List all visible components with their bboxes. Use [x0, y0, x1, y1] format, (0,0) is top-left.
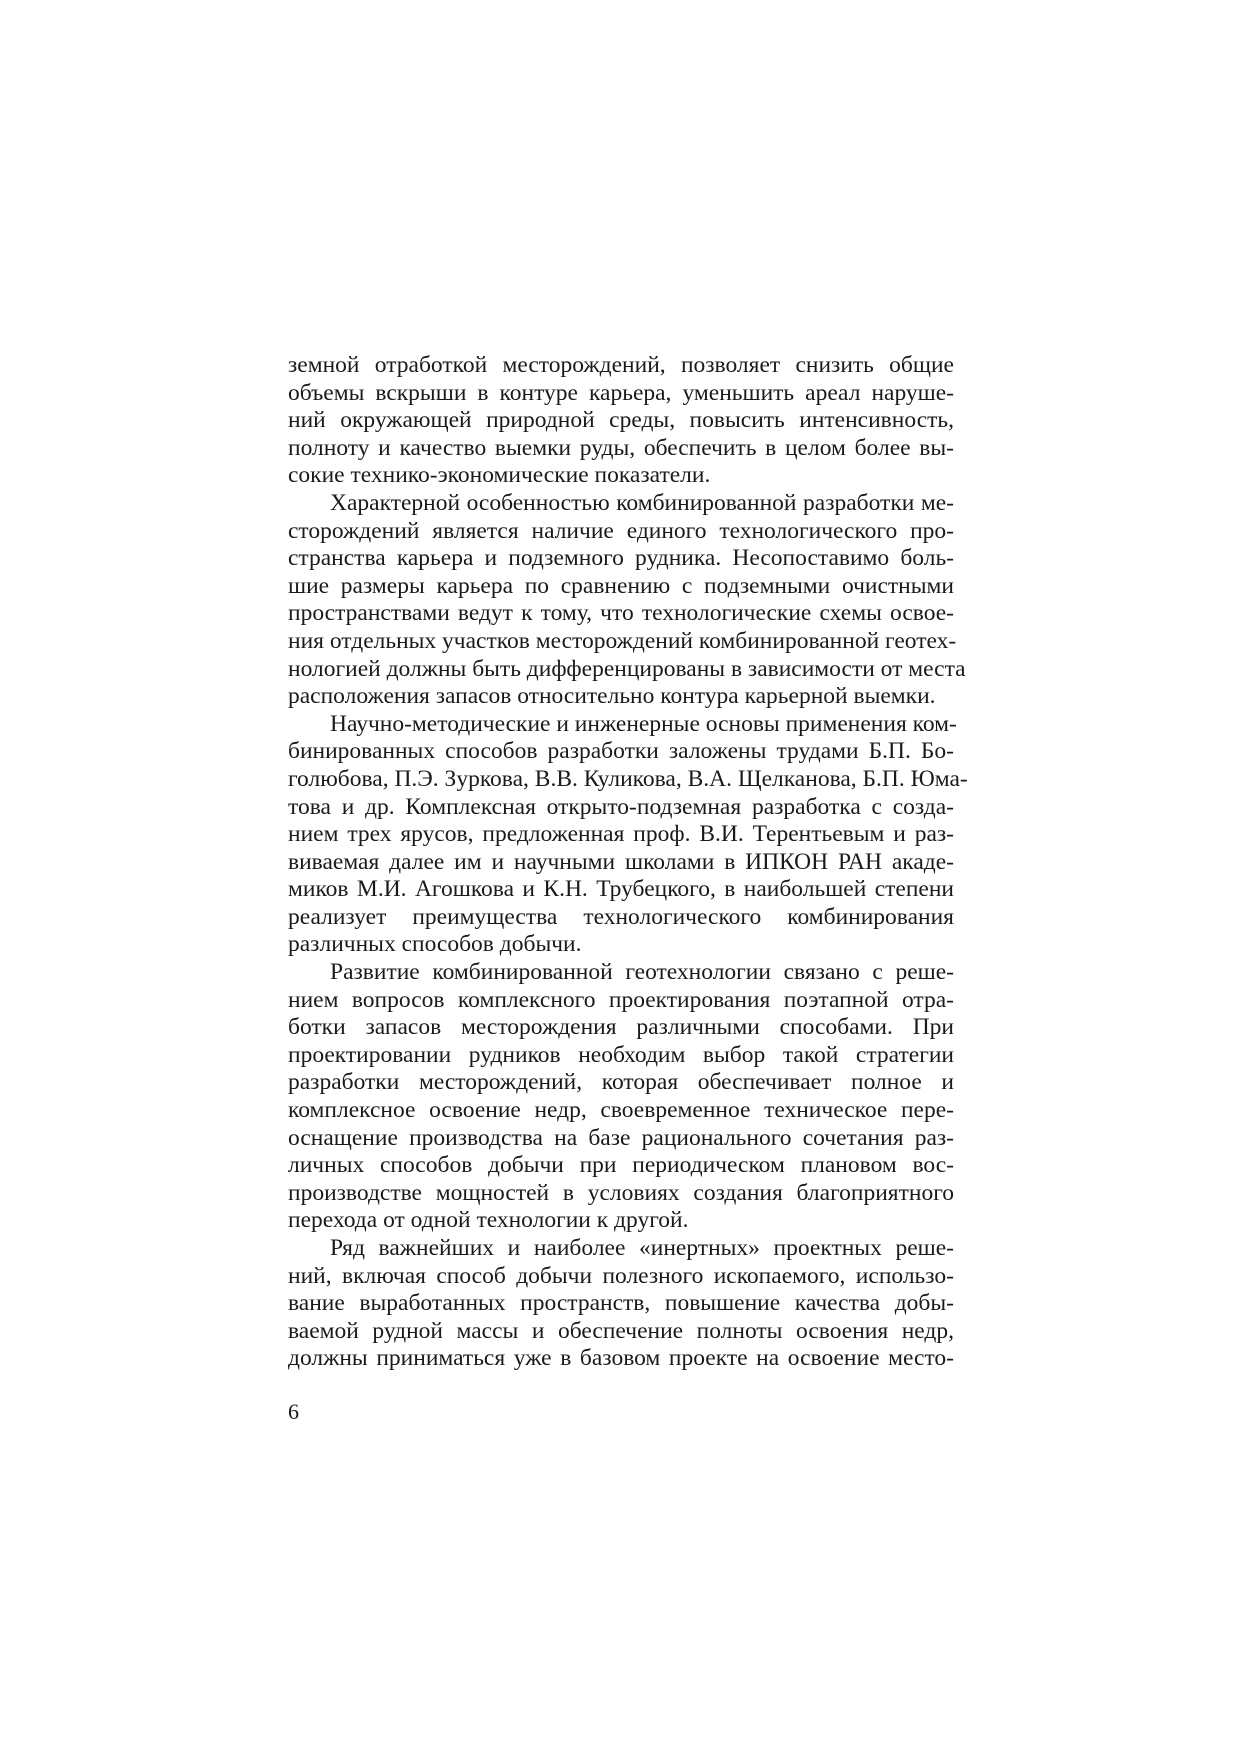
- text-line: ботки запасов месторождения различными способами. При: [288, 1014, 954, 1041]
- text-line: ваемой рудной массы и обеспечение полноты освоения недр,: [288, 1317, 954, 1344]
- text-line: Развитие комбинированной геотехнологии связано с реше-: [330, 959, 954, 986]
- text-line: пространствами ведут к тому, что технологические схемы освое-: [288, 600, 954, 627]
- text-line: проектировании рудников необходим выбор такой стратегии: [288, 1041, 954, 1068]
- text-line: реализует преимущества технологического комбинирования: [288, 903, 954, 930]
- text-line: ний окружающей природной среды, повысить интенсивность,: [288, 407, 954, 434]
- text-line: комплексное освоение недр, своевременное техническое пере-: [288, 1097, 954, 1124]
- text-line: странства карьера и подземного рудника. Несопоставимо боль-: [288, 545, 954, 572]
- text-line: ния отдельных участков месторождений комбинированной геотех-: [288, 627, 957, 654]
- text-line: нологией должны быть дифференцированы в зависимости от места: [288, 655, 966, 682]
- text-line: должны приниматься уже в базовом проекте на освоение место-: [288, 1345, 954, 1372]
- paragraph: [288, 959, 954, 1235]
- text-line: миков М.И. Агошкова и К.Н. Трубецкого, в наибольшей степени: [288, 876, 954, 903]
- text-line: производстве мощностей в условиях создания благоприятного: [288, 1179, 954, 1206]
- text-line: Характерной особенностью комбинированной разработки ме-: [330, 489, 954, 516]
- text-line: земной отработкой месторождений, позволяет снизить общие: [288, 352, 954, 378]
- text-line: разработки месторождений, которая обеспечивает полное и: [288, 1069, 954, 1096]
- text-line: виваемая далее им и научными школами в ИПКОН РАН акаде-: [288, 848, 954, 875]
- text-line: Научно-методические и инженерные основы применения ком-: [330, 710, 957, 737]
- text-line: Ряд важнейших и наиболее «инертных» проектных реше-: [330, 1235, 954, 1261]
- text-line: това и др. Комплексная открыто-подземная разработка с созда-: [288, 793, 954, 820]
- text-line: расположения запасов относительно контура карьерной выемки.: [288, 683, 936, 710]
- text-line: различных способов добычи.: [288, 931, 582, 958]
- text-line: нием вопросов комплексного проектирования поэтапной отра-: [288, 986, 954, 1013]
- text-line: перехода от одной технологии к другой.: [288, 1207, 689, 1234]
- text-line: ний, включая способ добычи полезного ископаемого, использо-: [288, 1262, 954, 1289]
- text-line: полноту и качество выемки руды, обеспечить в целом более вы-: [288, 434, 954, 461]
- page-number: 6: [288, 1399, 299, 1424]
- text-line: бинированных способов разработки заложены трудами Б.П. Бо-: [288, 738, 954, 765]
- text-line: сокие технико-экономические показатели.: [288, 462, 711, 489]
- text-line: шие размеры карьера по сравнению с подземными очистными: [288, 572, 954, 599]
- text-line: сторождений является наличие единого технологического про-: [288, 517, 954, 544]
- paragraph: [288, 710, 968, 959]
- text-line: голюбова, П.Э. Зуркова, В.В. Куликова, В.А. Щелканова, Б.П. Юма-: [288, 765, 968, 792]
- paragraph: [288, 489, 966, 711]
- text-line: личных способов добычи при периодическом плановом вос-: [288, 1152, 954, 1179]
- paragraph: [288, 352, 954, 490]
- text-line: вание выработанных пространств, повышение качества добы-: [288, 1290, 954, 1317]
- text-line: нием трех ярусов, предложенная проф. В.И. Терентьевым и раз-: [288, 821, 954, 848]
- page-body: [288, 352, 968, 1373]
- text-line: оснащение производства на базе рационального сочетания раз-: [288, 1124, 954, 1151]
- paragraph: [288, 1235, 954, 1373]
- text-line: объемы вскрыши в контуре карьера, уменьшить ареал наруше-: [288, 379, 954, 406]
